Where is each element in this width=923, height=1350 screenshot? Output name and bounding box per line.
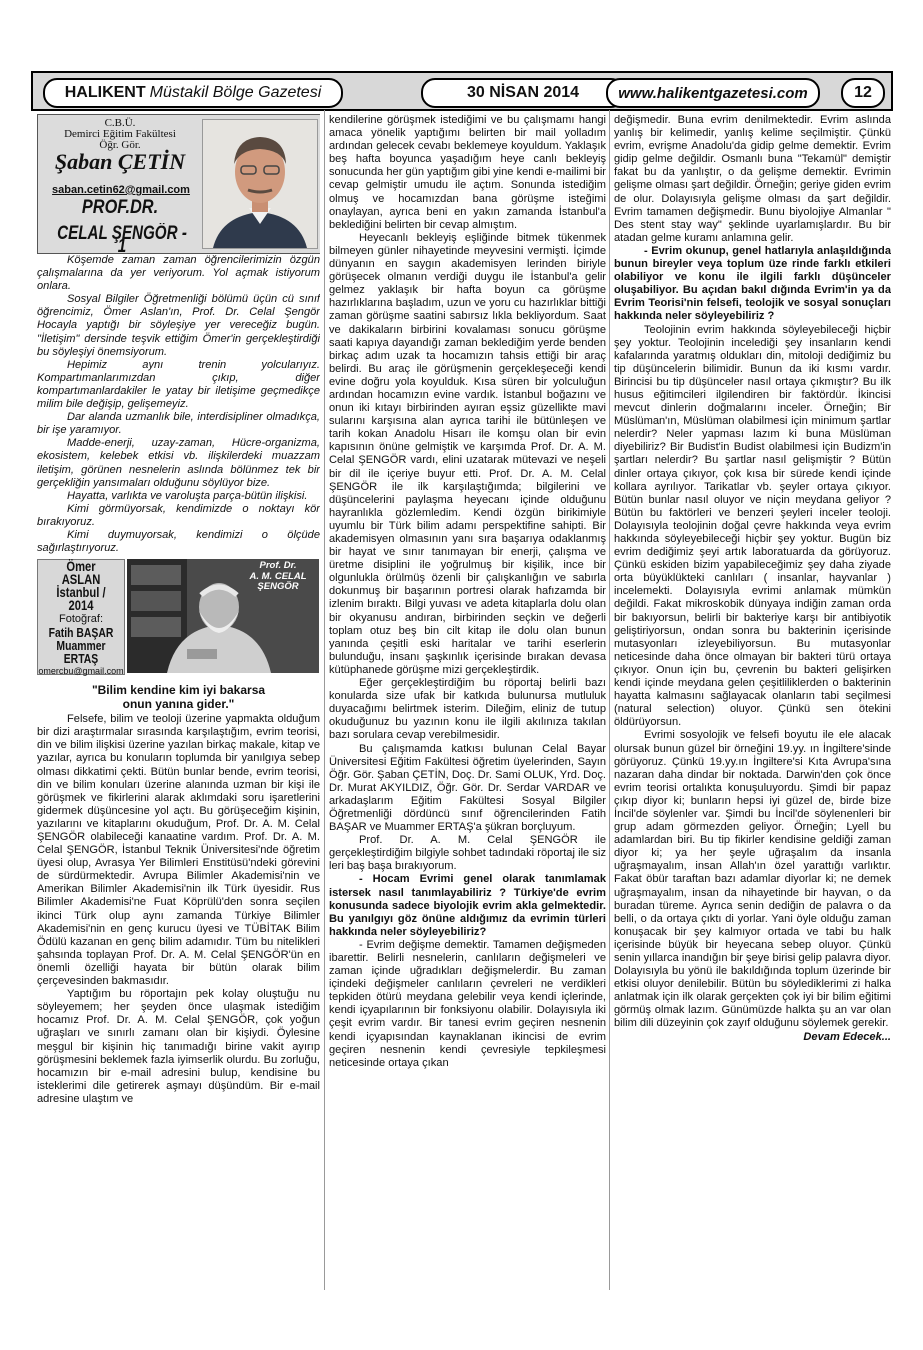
photo-subject-caption: Prof. Dr. A. M. CELAL ŞENGÖR	[249, 560, 307, 593]
interview-photo-block	[37, 559, 320, 677]
column-left	[37, 114, 320, 1289]
issue-date: 30 NİSAN 2014	[421, 78, 625, 108]
interview-answer: Teolojinin evrim hakkında söyleyebileceği hiçbir şey yoktur. Teolojinin incelediği şey insanların kendi kafalarında yaratmış oldukları din, mitoloji dediğimiz bu tip düşüncelerin bilimidir. Bunun da iki kısmı vardır. Birincisi bu tip düşünceler nasıl ortaya çıkmıştır? Bu ilk husus eğitimcileri ilgilendiren bir faktördür. İkincisi mevcut dinlerin doğmalarını inceler. Örneğin; Bir Müslüman'ın, Müslüman olabilmesi için minimum şartlar nelerdir? Neler yapması lazım ki buna Müslüman diyebiliriz? Bir Budist'in Budist olabilmesi için Budizm'in şartları nelerdir? Bu şartlar nasıl gelişmiştir ? Bütün dinler ortaya çıkıyor, çok kısa bir sürede kendi içinde kollara ayrılıyor. Tarikatlar vb. şeyler ortaya çıkıyor. Bütün bunlar nasıl oluyor ve niçin meydana geliyor ? Bütün bu faktörleri ve benzeri şeyleri inceler teoloji. Dolayısıyla teolojinin doğal çevre hakkında veya evrim hakkında söyleyebileceği hiçbir şey yoktur. Bugün biz evrim dediğimiz şeyi artık laboratuarda da görüyoruz. Çünkü eskiden bizim yapabileceğimiz şey daha ziyade orta büyüklükteki canlıları ( insanlar, hayvanlar ) incelemekti. Dolayısıyla evrimi anlamak mümkün değildi. Fakat mikroskobik dünyaya indiğin zaman orda bir bakıyorsun, belirli bir bakteriye karşı bir antibiyotik geliştiriyorsun, ondan sonra bu bakterinin içerisinde mutasyonları izleyebiliyorsun. Bu mutasyonlar neticesinde daha önce olmayan bir bakteri türü ortaya çıkıyor. Onun için bu, çevrenin bu bakteri gelişirken kendi içinde meydana gelen çeşitliliklerden o bakterinin hayatta kalmasını sağlayacak olanların tabi seçilmesi (natural selection) oluyor. Çünkü sen ötekini öldürüyorsun.	[614, 323, 891, 729]
pull-quote: "Bilim kendine kim iyi bakarsa onun yanına gider."	[91, 683, 266, 712]
continued-note: Devam Edecek...	[803, 1030, 891, 1043]
author-school: C.B.Ü. Demirci Eğitim Fakültesi Öğr. Gör.	[64, 117, 176, 151]
photo-caption: Ömer ASLAN İstanbul / 2014 Fotoğraf: Fatih BAŞAR Muammer ERTAŞ omercbu@gmail.com	[38, 558, 124, 676]
page-number: 12	[841, 78, 885, 108]
body-paragraph: değişmedir. Buna evrim denilmektedir. Evrim aslında yanlış bir kelimedir, yanlış kelime seçilmiştir. Çünkü evrim, evrişme Anadolu'da gidip gelme demektir. Evrim gidip gelme değildir. Osmanlı buna "Tekamül" demiştir fakat bu da yanlıştır, o da gelişme demektir. Evrimin gelişme olması şart değildir. Örneğin; geriye giden evrim de olur. Dolayısıyla gelişme olması da şart değildir. Evrim tamamen değişmedir. Bunu biyolojiye Almanlar " Des stent stay way" şeklinde uyarlamışlardır. Bu bir atadan gelme kuramı anlamına gelir.	[614, 114, 891, 244]
masthead	[31, 71, 893, 111]
body-paragraph: Bu çalışmamda katkısı bulunan Celal Bayar Üniversitesi Eğitim Fakültesi öğretim üyelerinden, Sayın Öğr. Gör. Şaban ÇETİN, Doç. Dr. Sami OLUK, Yrd. Doç. Dr. Murat AKYILDIZ, Öğr. Gör. Dr. Serdar VARDAR ve arkadaşlarım Eğitim Fakültesi Sosyal Bilgiler Öğretmenliği dördüncü sınıf öğrencilerinden Fatih BAŞAR ve Muammer ERTAŞ'a şükran borçluyum.	[329, 742, 606, 834]
author-box	[37, 114, 320, 258]
body-paragraph: Eğer gerçekleştirdiğim bu röportaj belirli bazı konularda size ufak bir katkıda bulunursa mutluluk duyacağımı belirtmek isterim. Dileğim, eliniz de tutup okuduğunuz bu yazının konu ile ilgili akılınıza takılan bazı sorulara cevap verebilmesidir.	[329, 677, 606, 742]
column-divider	[324, 110, 325, 1290]
author-name: Şaban ÇETİN	[54, 149, 186, 174]
website-link[interactable]: www.halikentgazetesi.com	[606, 78, 820, 108]
column-middle	[329, 114, 606, 1289]
body-paragraph: Prof. Dr. A. M. Celal ŞENGÖR ile gerçekleştirdiğim bilgiyle sohbet tadındaki röportaj ile siz leri baş başa bırakıyorum.	[329, 834, 606, 873]
interview-photo	[127, 559, 319, 673]
body-paragraph: Heyecanlı bekleyiş eşliğinde bitmek tükenmek bilmeyen günler nihayetinde meyvesini vermişti. İçimde dünyanın en saygın akademisyen lerinden biriyle görüşecek olmanın verdiği duygu ile İstanbul'a gelir gelmez yaklaşık bir hafta boyun ca görüşme hazırlıklarına başladım, uzun ve yoru cu hazırlıklar bittiği zaman görüşme saatini sabırsız lıkla bekliyordum. Saat ve dakikaların birbirini kovalaması sonucu görüşme saati kapıya dayandığı zaman beklediğim yerde benden birkaç adım uzak ta hocamızın tahsis ettiği bir araç belirdi. Bu araç ile görüşmenin gerçekleşeceği kendi evine doğru yola koyulduk. Kısa süren bir yolculuğun ardından hocamızın evine vardık. İstanbul boğazını ve onun iki kıtayı birbirinden ayıran eşsiz güzellikte mavi sularını karşısına alan ayrıca tarihi ile bütünleşen ve tarih kokan Anadolu Hisarı ile komşu olan bir evin kapısının önüne gelmiştik ve karşımda Prof. Dr. A. M. Celal ŞENGÖR vardı, elini uzatarak mütevazi ve neşeli bir dil ile içeriye buyur etti. Prof. Dr. A. M. Celal ŞENGÖR ile ilk karşılaştığımda; bilgilerini ve düşüncelerini paylaşma heyecanı içinde olduğunu hayranlıkla gözlemledim. Kendi özgün birikimiyle uyumlu bir Türk bilim adamı perspektifine sahipti. Bir akademisyen olmasının yanı sıra başarıya odaklanmış bir hayat ve sınır tanımayan bir enerji, çalışma ve üretme disiplini ile yoğrulmuş bir kişilik, ince bir olgunlukla örülmüş özenli bir çalışkanlığın ve sabırla dokunmuş bir başarının portresi olarak hafızamda bir izlenim bıraktı. Bilgi yuvası ve adeta kitaplarla dolu olan bir okyanusu andıran, birbirinden seçkin ve değerli toplam otuz beş bin cilt kitap ile dolu olan bunun yanında çeşitli eski haritalar ve tarihi eserlerin bulunduğu, insanı şaşkınlık içerisinde bırakan devasa kütüphanede görüşme mizi gerçekleştirdik.	[329, 231, 606, 676]
intro-text: Köşemde zaman zaman öğrencilerimizin özgün çalışmalarına da yer veriyorum. Yol açmak istiyorum onlara. Sosyal Bilgiler Öğretmenliği bölümü üçün cü sınıf öğrencimiz, Ömer Aslan'ın, Prof. Dr. Celal Şengör Hocayla yaptığı bir söyleşiye yer vereceğiz bugün. "İletişim" dersinde teşvik ettiğim Ömer'in gerçekleştirdiği bu söyleşiyi önemsiyorum. Hepimiz aynı trenin yolcularıyız. Kompartımanlarımızdan çıkıp, diğer kompartımanlardakiler le yatay bir iletişime geçmedikçe milim bile değişip, gelişemeyiz. Dar alanda uzmanlık bile, interdisipliner olmadıkça, bir işe yaramıyor. Madde-enerji, uzay-zaman, Hücre-organizma, ekosistem, kelebek etkisi vb. ilişkilerdeki muazzam iletişim, görünen nesnelerin aslında bölünmez tek bir gerçekliğin yansımaları olduğunu söylüyor bize. Hayatta, varlıkta ve varoluşta parça-bütün ilişkisi. Kimi görmüyorsak, kendimizde o noktayı kör bırakıyoruz. Kimi duymuyorsak, kendimizi o ölçüde sağırlaştırıyoruz.	[37, 254, 320, 555]
paper-subtitle: Müstakil Bölge Gazetesi	[149, 84, 322, 101]
article-title-line2: CELAL ŞENGÖR - 1	[57, 223, 187, 258]
article-title-line1: PROF.DR.	[81, 197, 159, 218]
body-paragraph: kendilerine görüşmek istediğimi ve bu çalışmamı hangi amaca yönelik yaptığımı belirten bir mail yolladım ardından gelecek cevabı beklemeye koyuldum. Yaklaşık beş hafta boyunca yaşadığım heye canlı bekleyiş sonucunda her gün yaptığım gibi yine kendi e-mailimi bir cevap gelmiştir umudu ile açtım. Sonunda istediğim olmuş ve hocamızdan bana görüşme isteğimi onaylayan, ayrıca beni en yakın zamanda İstanbul'a beklediğini belirten bir cevap almıştım.	[329, 114, 606, 231]
interview-answer: - Evrim değişme demektir. Tamamen değişmeden ibarettir. Belirli nesnelerin, canlıların değişmeleri ve zaman içinde uğradıkları değişmelerdir. Bu zaman içindeki değişmeler canlıların çevreleri ne verdikleri tepkiden ötürü meydana gelebilir veya kendi içlerinde, kendi içyapılarının bir fonksiyonu olabilir. Dolayısıyla iki çeşit evrim vardır. Bir tanesi evrim geçiren nesnenin kendi içyapısından kaynaklanan ikincisi de evrim geçiren nesnenin kendi çevresiyle tepkileşmesi neticesinde ortaya çıkan	[329, 938, 606, 1069]
column-right	[614, 114, 891, 1289]
body-paragraph: Yaptığım bu röportajın pek kolay oluştuğu nu söyleyemem; her şeyden önce ulaşmak istediğim hocamız Prof. Dr. A. M. Celal ŞENGÖR, çok yoğun uğraşları ve sınırlı zamanı olan bir kişiydi. Öylesine meşgul bir kişinin hiç tanımadığı birine vakit ayırıp görüşmesini beklemek fazla iyimserlik olurdu. Bu zorluğu, hocamızın bir e-mail adresini bulup, kendisine bu isteklerimi dile getirerek aşmayı düşündüm. Bir e-mail adresine ulaştım ve	[37, 988, 320, 1105]
author-photo	[202, 119, 318, 249]
author-email[interactable]: saban.cetin62@gmail.com	[52, 184, 190, 196]
interview-question: - Hocam Evrimi genel olarak tanımlamak istersek nasıl tanımlayabiliriz ? Türkiye'de evrim konusunda sadece biyolojik evrim akla gelmektedir. Bu yanılgıyı göz önüne aldığımız da evrimin türleri hakkında neler söyleyebiliriz?	[329, 873, 606, 938]
paper-name: HALIKENT	[64, 84, 146, 101]
column-divider	[609, 110, 610, 1290]
paper-name-pill	[43, 78, 343, 108]
interview-answer: Evrimi sosyolojik ve felsefi boyutu ile ele alacak olursak bunun güzel bir örneğini 19.yy. ın İngiltere'sinde görüyoruz. Çünkü 19.yy.ın İngiltere'si Kıta Avrupa'sına nazaran daha dindar bir noktada. Darwin'den çok önce evrim teorisi ortalıkta konuşuluyordu. Şimdi bir papaz çıkıp diyor ki; bunların hepsi iyi güzel de, birde bize İncil'de söylenler var. Şimdi bu İncil'de söylenenleri bir grup adam görmezden geliyor. Örneğin; Lyell bu adamlardan biri. Bu tip fikirler kendisine geldiği zaman diyor ki; ya her şeyle uğraşalım da insanla uğraşmayalım, insan Allah'ın özel yarattığı varlıktır. Fakat öbür taraftan bazı adamlar diyorlar ki; ne demek uğraşmayalım, insan da nihayetinde bir hayvan, o da buradan türeme. Ayrıca senin dediğin de palavra o da belli, o da ortaya çıktı di yorlar. Yani öyle olduğu zaman konuşacak bir şey kalmıyor ortada ve tabi bu halk içerisinde büyük bir heyecana sebep oluyor. Çünkü senin yıllarca inandığın bir şeye birisi gelip palavra diyor. Dolayısıyla bu yönü ile bakıldığında toplum üzerinde bir etkisi oluyor denilebilir. Bütün bu söylediklerimi zi halka anlatmak için ilk olarak gerçekten çok iyi bir bilim eğitimi görmüş olmak lazım. Günümüzde halkta şu an var olan bilim dili düzeyinin çok zayıf olduğunu söylemek gerekir.	[614, 729, 891, 1030]
interview-question: - Evrim okunup, genel hatlarıyla anlaşıldığında bunun bireyler veya toplum üze rinde farklı etkileri olabiliyor ve konu ile ilgili farklı düşünceler oluşabiliyor. Bu açıdan bakıl dığında Evrim'in ya da Evrim Teorisi'nin felsefi, teolojik ve sosyal sonuçları hakkında neler söyleyebiliriz ?	[614, 244, 891, 323]
body-paragraph: Felsefe, bilim ve teoloji üzerine yapmakta olduğum bir dizi araştırmalar sırasında karşılaştığım, evrim teorisi, din ve bilim ilişkisi üzerine yazılan birkaç makale, kitap ve yazılar, ayrıca bu konuların toplumda bir yanılgıya sebep olması dikkatimi çekti. Bütün bunlar bende, evrim teorisi, din ve bilim konuları üzerine alanında uzman bir kişi ile görüşmek ve fikirlerini alarak aklımdaki soru işaretlerini gidermek düşüncesine yol açtı. Bu görüşeceğim kişinin, yazılarını ve kitaplarını okuduğum, Prof. Dr. A. M. Celal ŞENGÖR olabileceği kanaatine vardım. Prof. Dr. A. M. Celal ŞENGÖR, İstanbul Teknik Üniversitesi'nde öğretim üyesi olup, Avrasya Yer Bilimleri Enstitüsü'ndeki görevini de sürdürmektedir. Avrupa Bilimler Akademisi'nin ve Amerikan Bilimler Akademisi'nin ilk Türk üyesidir. Rus Bilimler Akademisi'ne Fuat Köprülü'den sonra seçilen ikinci Türk olup aynı zamanda Türkiye Bilimler Akademisi'nin en genç kurucu üyesi ve TÜBİTAK Bilim Ödülü kazanan en genç bilim adamıdır. Tüm bu nitelikleri şahsında toplayan Prof. Dr. A. M. Celal ŞENGÖR'ün en önemli özelliği hayata bir bütün olarak bilim çerçevesinden bakmasıdır.	[37, 713, 320, 988]
